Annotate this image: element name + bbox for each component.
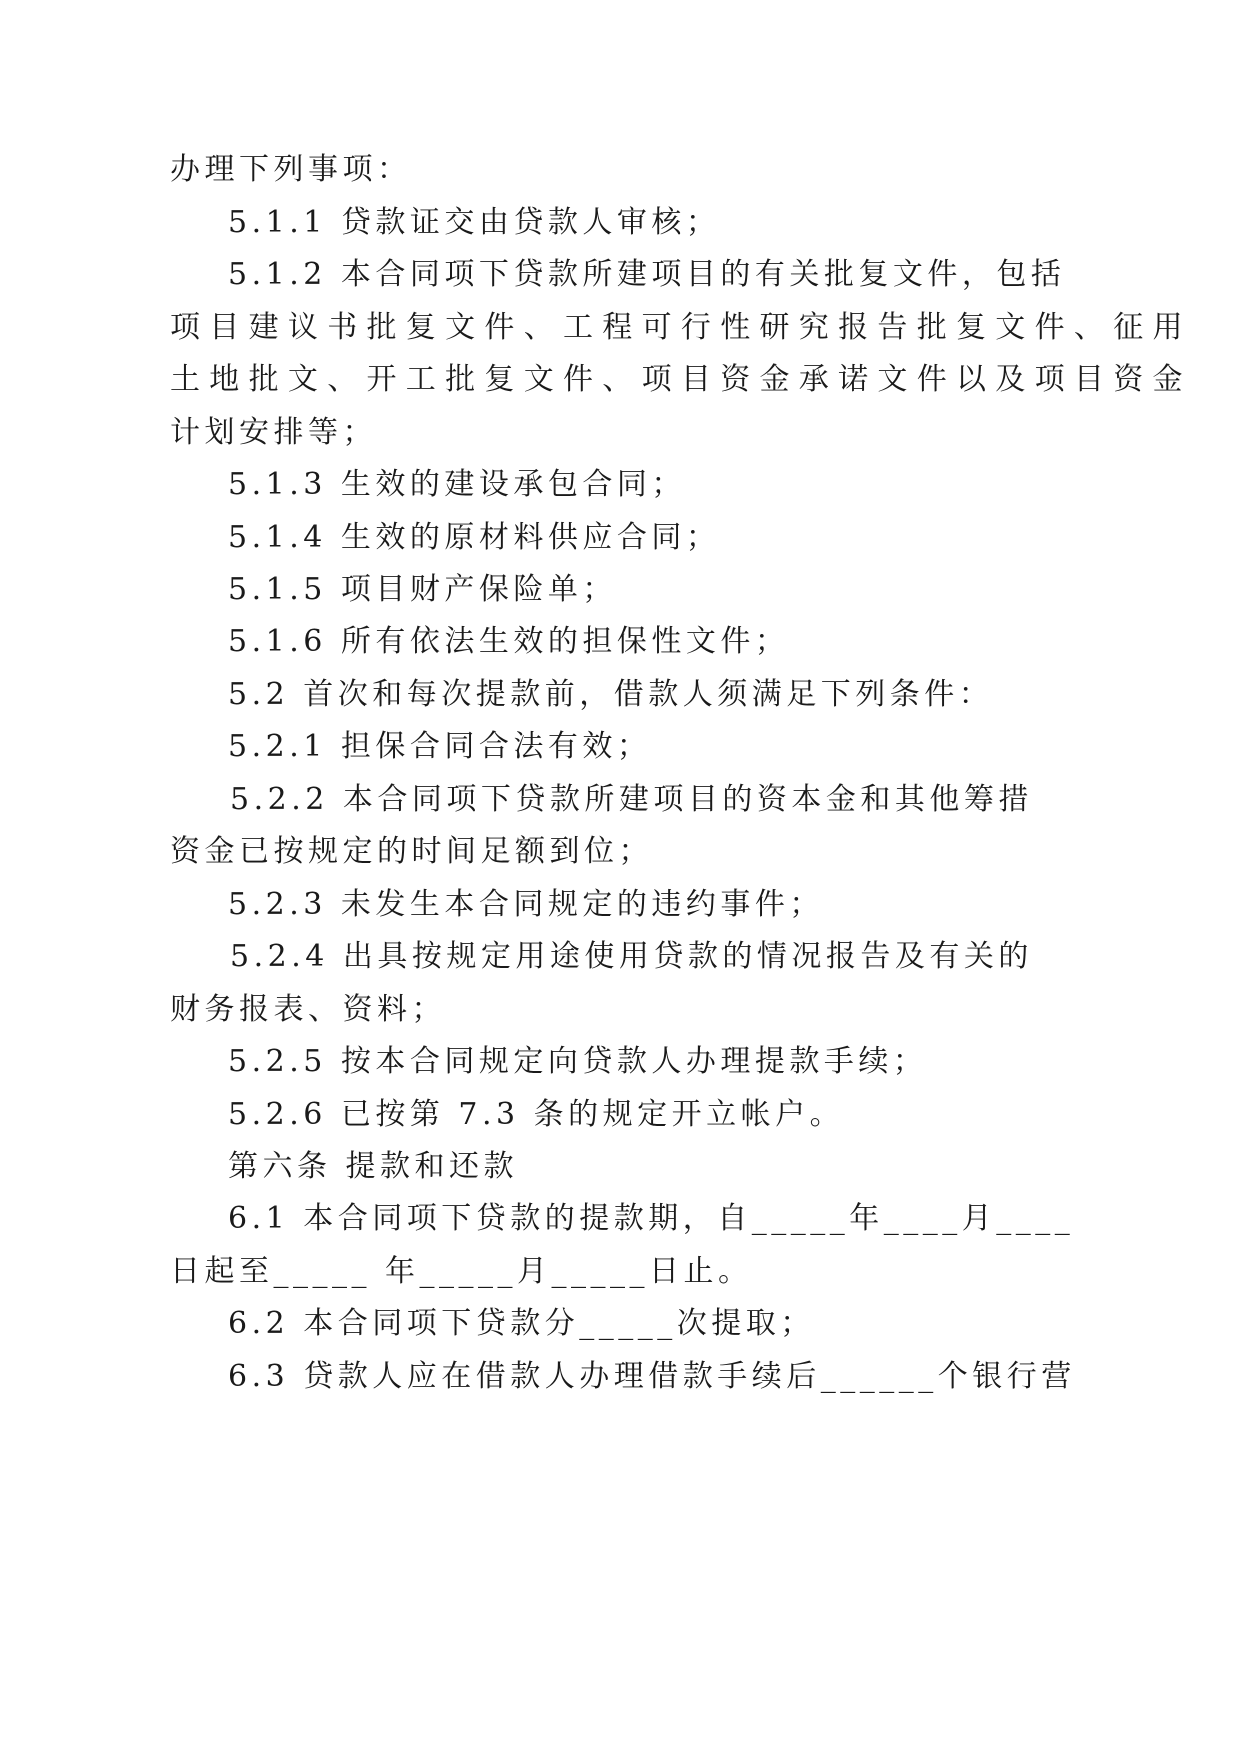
paragraph-line: 土地批文、开工批复文件、项目资金承诺文件以及项目资金 (170, 362, 1192, 397)
clause-5-2-6: 5.2.6 已按第 7.3 条的规定开立帐户。 (228, 1097, 845, 1132)
clause-5-2-1: 5.2.1 担保合同合法有效； (228, 729, 652, 764)
clause-5-1-2: 5.1.2 本合同项下贷款所建项目的有关批复文件，包括 (228, 257, 1066, 292)
clause-5-1-5: 5.1.5 项目财产保险单； (228, 572, 617, 607)
clause-6-2: 6.2 本合同项下贷款分_____次提取； (228, 1306, 815, 1341)
clause-5-1-6: 5.1.6 所有依法生效的担保性文件； (228, 624, 790, 659)
paragraph-line: 办理下列事项： (170, 152, 412, 187)
paragraph-line: 项目建议书批复文件、工程可行性研究报告批复文件、征用 (170, 310, 1192, 345)
clause-5-2-2: 5.2.2 本合同项下贷款所建项目的资本金和其他筹措 (230, 782, 1033, 817)
paragraph-line: 资金已按规定的时间足额到位； (170, 834, 653, 869)
clause-6-1: 6.1 本合同项下贷款的提款期，自_____年____月____ (228, 1201, 1075, 1236)
paragraph-line: 计划安排等； (170, 415, 377, 450)
clause-5-2-5: 5.2.5 按本合同规定向贷款人办理提款手续； (228, 1044, 928, 1079)
clause-5-1-3: 5.1.3 生效的建设承包合同； (228, 467, 686, 502)
clause-5-2-3: 5.2.3 未发生本合同规定的违约事件； (228, 887, 824, 922)
clause-6-3: 6.3 贷款人应在借款人办理借款手续后______个银行营 (228, 1359, 1076, 1394)
clause-5-1-1: 5.1.1 贷款证交由贷款人审核； (228, 205, 721, 240)
article-6-heading: 第六条 提款和还款 (228, 1149, 519, 1184)
clause-5-2-4: 5.2.4 出具按规定用途使用贷款的情况报告及有关的 (230, 939, 1033, 974)
paragraph-line: 财务报表、资料； (170, 992, 446, 1027)
paragraph-line: 日起至_____ 年_____月_____日止。 (170, 1254, 753, 1289)
clause-5-1-4: 5.1.4 生效的原材料供应合同； (228, 520, 721, 555)
clause-5-2: 5.2 首次和每次提款前，借款人须满足下列条件： (228, 677, 994, 712)
